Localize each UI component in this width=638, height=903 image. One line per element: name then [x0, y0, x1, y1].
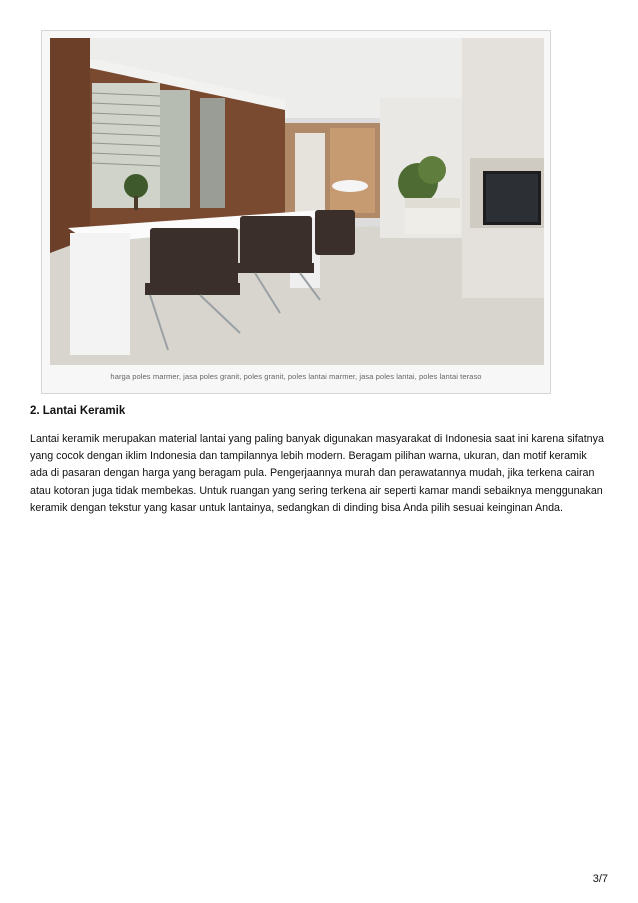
page-number: 3/7 — [592, 873, 608, 885]
figure-caption: harga poles marmer, jasa poles granit, poles granit, poles lantai marmer, jasa poles lantai, poles lantai teraso — [110, 372, 482, 381]
section-paragraph: Lantai keramik merupakan material lantai yang paling banyak digunakan masyarakat di Indonesia saat ini karena sifatnya yang cocok dengan iklim Indonesia dan tampilannya lebih modern. Beragam pilihan warna, ukuran, dan motif keramik ada di pasaran dengan harga yang beragam pula. Pengerjaannya murah dan perawatannya mudah, jika terkena cairan atau kotoran juga tidak membekas. Untuk ruangan yang sering terkena air seperti kamar mandi sebaiknya menggunakan keramik dengan tekstur yang kasar untuk lantainya, sedangkan di dinding bisa Anda pilih sesuai keinginan Anda. — [30, 433, 604, 514]
interior-photo — [50, 38, 544, 365]
section-heading: 2. Lantai Keramik — [30, 405, 126, 417]
figure — [41, 30, 551, 394]
